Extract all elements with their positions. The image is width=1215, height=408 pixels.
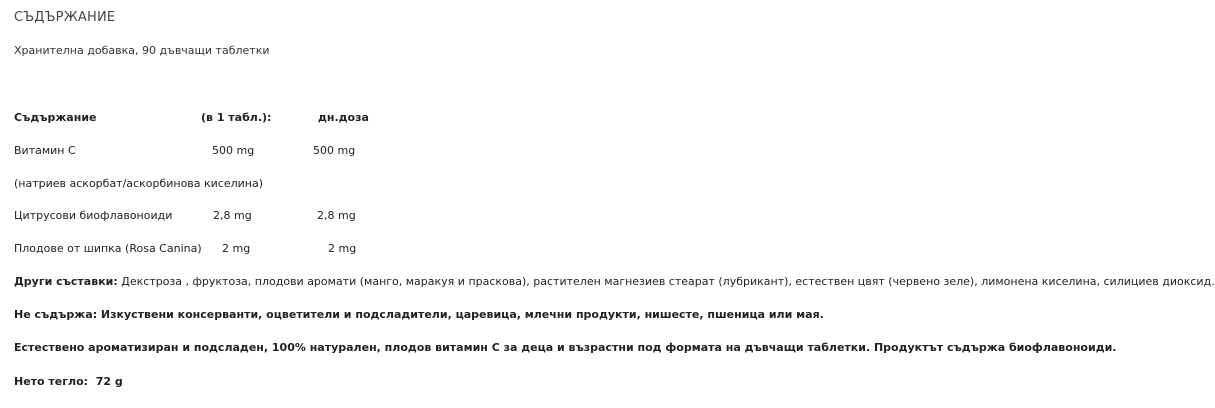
table-row-per-tablet: 2 mg xyxy=(222,242,251,255)
table-header-per-tablet: (в 1 табл.): xyxy=(201,111,272,124)
table-header-name: Съдържание xyxy=(14,111,97,124)
table-row-daily-dose: 2,8 mg xyxy=(317,209,356,222)
net-weight xyxy=(14,375,123,388)
other-ingredients-text: Декстроза , фруктоза, плодови аромати (манго, маракуя и праскова), растителен магнезиев стеарат (лубрикант), естествен цвят (червено зеле), лимонена киселина, силициев диоксид. xyxy=(117,275,1215,288)
does-not-contain-text: : Изкуствени консерванти, оцветители и подсладители, царевица, млечни продукти, нишесте, пшеница или мая. xyxy=(92,308,824,321)
does-not-contain-label: Не съдържа xyxy=(14,308,93,321)
table-row-per-tablet: 500 mg xyxy=(212,144,255,157)
product-contents xyxy=(14,0,1215,408)
does-not-contain xyxy=(14,308,824,321)
product-subtitle: Хранителна добавка, 90 дъвчащи таблетки xyxy=(14,44,270,57)
table-row-per-tablet: 2,8 mg xyxy=(213,209,252,222)
other-ingredients xyxy=(14,275,1215,288)
table-row-name: Плодове от шипка (Rosa Canina) xyxy=(14,242,202,255)
table-row-note: (натриев аскорбат/аскорбинова киселина) xyxy=(14,177,264,190)
table-header-daily-dose: дн.доза xyxy=(318,111,369,124)
table-row-name: Витамин С xyxy=(14,144,76,157)
table-row-name: Цитрусови биофлавоноиди xyxy=(14,209,173,222)
table-row-daily-dose: 2 mg xyxy=(328,242,357,255)
other-ingredients-label: Други съставки: xyxy=(14,275,118,288)
net-weight-value: 72 g xyxy=(95,375,123,388)
product-description: Естествено ароматизиран и подсладен, 100% натурален, плодов витамин С за деца и възрастни под формата на дъвчащи таблетки. Продуктът съдържа биофлавоноиди. xyxy=(14,341,1117,354)
table-row-daily-dose: 500 mg xyxy=(313,144,356,157)
section-title: СЪДЪРЖАНИЕ xyxy=(14,10,116,25)
net-weight-label: Нето тегло: xyxy=(14,375,89,388)
